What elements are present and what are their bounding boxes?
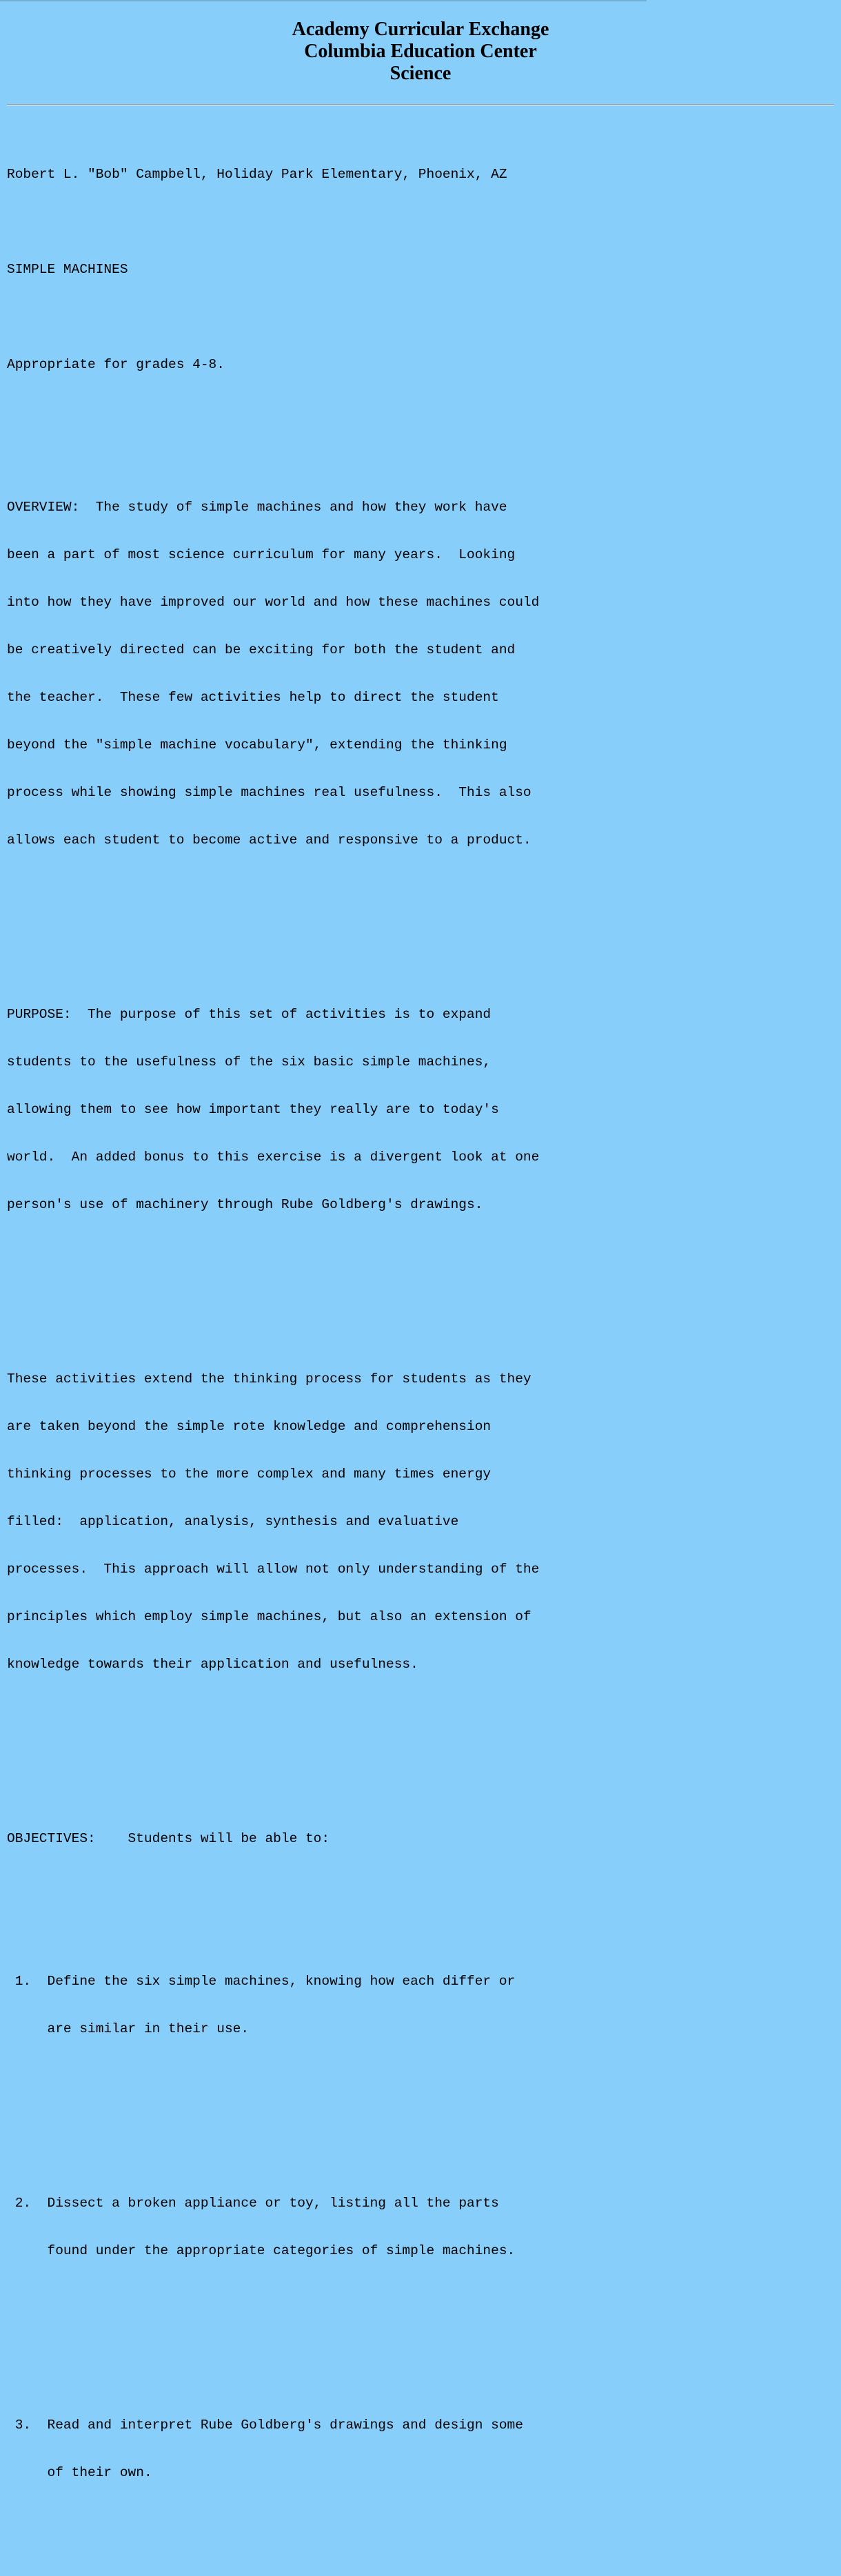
indent xyxy=(7,2243,48,2258)
purpose-line: world. An added bonus to this exercise is a divergent look at one xyxy=(7,1149,540,1165)
header-line-subject: Science xyxy=(389,63,452,84)
purpose-section xyxy=(7,975,539,1245)
spacer xyxy=(7,912,539,928)
overview-line: OVERVIEW: The study of simple machines and how they work have xyxy=(7,500,507,515)
extension-line: knowledge towards their application and usefulness. xyxy=(7,1657,418,1672)
objective-text: Dissect a broken appliance or toy, listing all the parts xyxy=(47,2196,499,2211)
objectives-heading: OBJECTIVES: Students will be able to: xyxy=(7,1831,330,1846)
objective-number: 3. xyxy=(7,2417,48,2433)
spacer xyxy=(7,1276,539,1292)
purpose-line: students to the usefulness of the six basic simple machines, xyxy=(7,1054,492,1070)
objective-number: 1. xyxy=(7,1974,48,1989)
objective-item xyxy=(7,2164,539,2291)
lesson-body xyxy=(7,135,539,2576)
objective-text: found under the appropriate categories of simple machines. xyxy=(47,2243,516,2258)
objective-text: Define the six simple machines, knowing how each differ or xyxy=(47,1974,516,1989)
extension-line: filled: application, analysis, synthesis and evaluative xyxy=(7,1514,459,1529)
spacer xyxy=(7,214,539,230)
indent xyxy=(7,2465,48,2480)
overview-section xyxy=(7,468,539,880)
objective-item xyxy=(7,2386,539,2513)
extension-line: These activities extend the thinking process for students as they xyxy=(7,1371,531,1387)
objective-text: of their own. xyxy=(47,2465,152,2480)
spacer xyxy=(7,405,539,420)
overview-line: been a part of most science curriculum for many years. Looking xyxy=(7,547,516,562)
header-line-center: Columbia Education Center xyxy=(304,41,537,62)
purpose-line: PURPOSE: The purpose of this set of activities is to expand xyxy=(7,1007,492,1022)
spacer xyxy=(7,309,539,325)
objective-item xyxy=(7,1942,539,2069)
grade-range: Appropriate for grades 4-8. xyxy=(7,357,225,372)
indent xyxy=(7,2021,48,2036)
overview-line: beyond the "simple machine vocabulary", extending the thinking xyxy=(7,737,507,753)
extension-line: processes. This approach will allow not only understanding of the xyxy=(7,1562,540,1577)
purpose-line: person's use of machinery through Rube Goldberg's drawings. xyxy=(7,1197,483,1212)
page-header xyxy=(0,0,841,85)
extension-line: are taken beyond the simple rote knowledge and comprehension xyxy=(7,1419,492,1434)
purpose-line: allowing them to see how important they really are to today's xyxy=(7,1102,499,1117)
extension-line: thinking processes to the more complex and many times energy xyxy=(7,1466,492,1482)
overview-line: allows each student to become active and responsive to a product. xyxy=(7,832,531,848)
overview-line: into how they have improved our world and how these machines could xyxy=(7,595,540,610)
objective-text: Read and interpret Rube Goldberg's drawings and design some xyxy=(47,2417,523,2433)
overview-line: be creatively directed can be exciting for both the student and xyxy=(7,642,516,657)
horizontal-divider xyxy=(7,104,834,105)
extension-line: principles which employ simple machines, but also an extension of xyxy=(7,1609,531,1624)
objective-number: 2. xyxy=(7,2196,48,2211)
objectives-section xyxy=(7,1799,539,2544)
extension-section xyxy=(7,1340,539,1704)
objective-text: are similar in their use. xyxy=(47,2021,250,2036)
spacer xyxy=(7,2322,539,2338)
lesson-title: SIMPLE MACHINES xyxy=(7,262,128,277)
header-line-organization: Academy Curricular Exchange xyxy=(292,19,549,40)
author-line: Robert L. "Bob" Campbell, Holiday Park Elementary, Phoenix, AZ xyxy=(7,167,507,182)
overview-line: process while showing simple machines real usefulness. This also xyxy=(7,785,531,800)
overview-line: the teacher. These few activities help to direct the student xyxy=(7,690,499,705)
spacer xyxy=(7,1879,539,1894)
spacer xyxy=(7,2100,539,2116)
spacer xyxy=(7,1736,539,1752)
